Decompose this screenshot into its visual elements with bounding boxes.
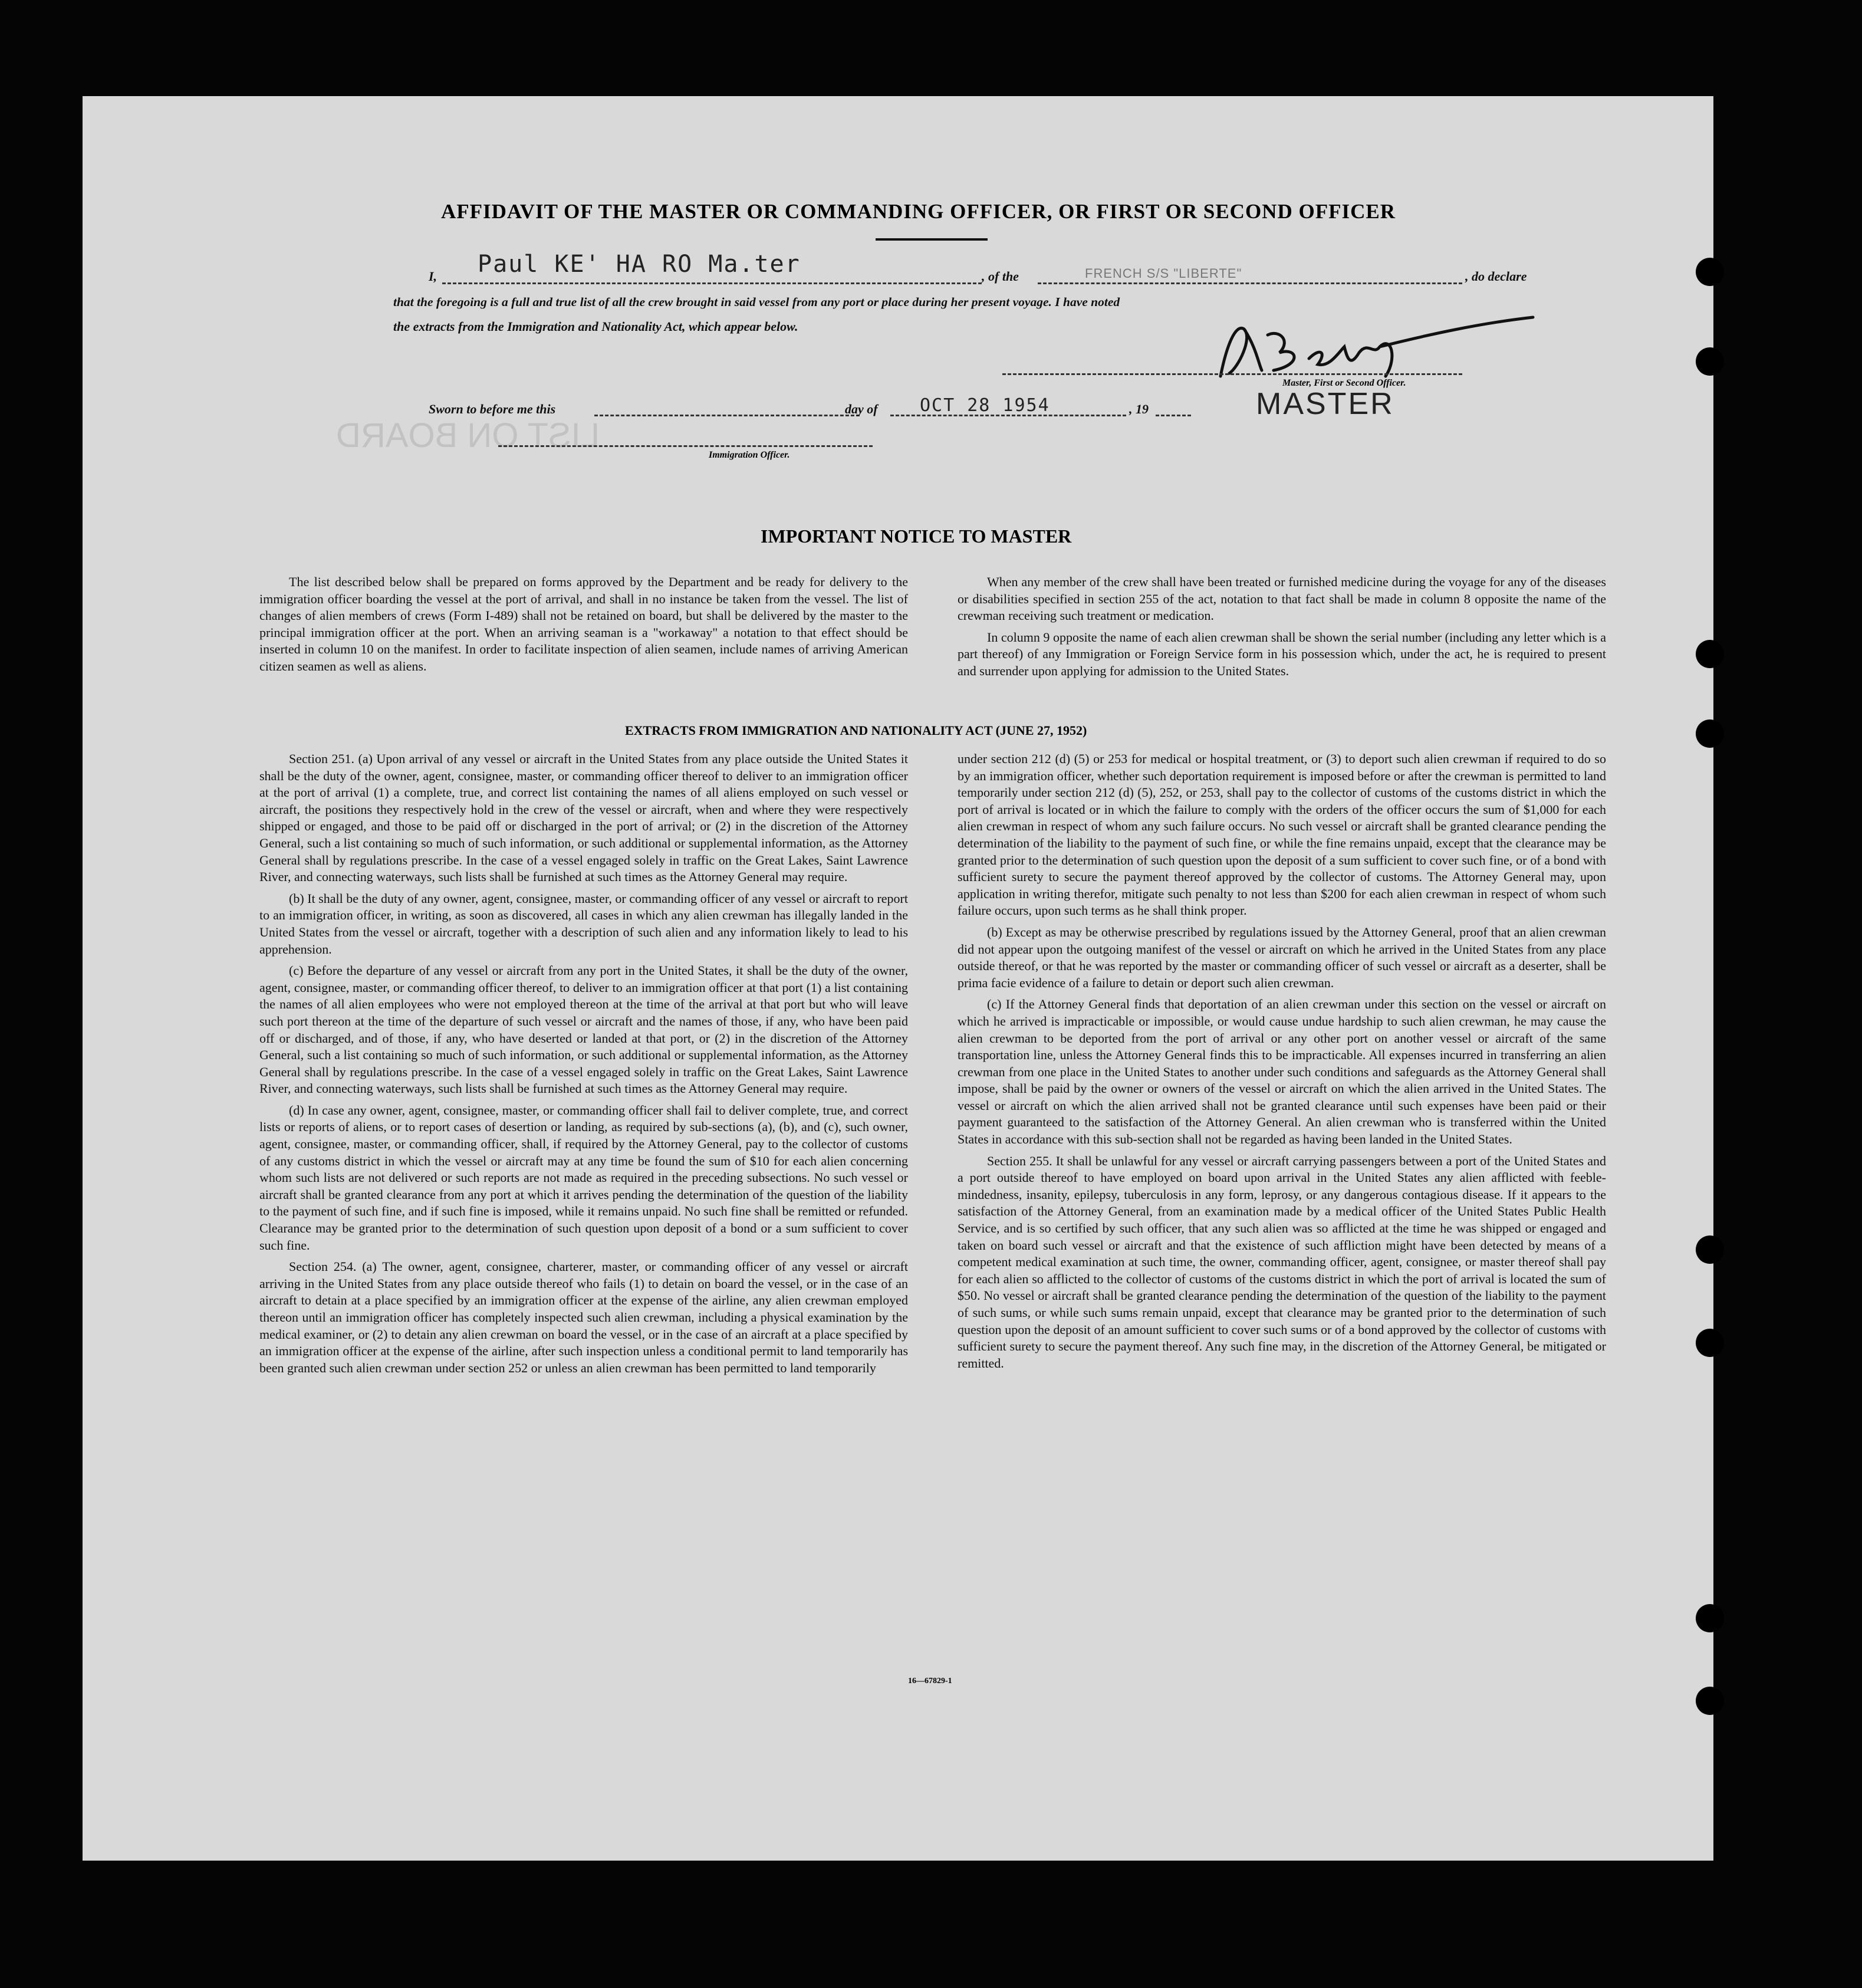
day-of-label: day of <box>845 402 878 416</box>
sworn-day-line <box>594 415 860 416</box>
declaration-line-2: the extracts from the Immigration and Nationality Act, which appear below. <box>393 319 798 334</box>
notice-title: IMPORTANT NOTICE TO MASTER <box>761 525 1072 547</box>
notice-left-column <box>259 574 908 680</box>
section-251-c: (c) Before the departure of any vessel or aircraft from any port in the United States, it shall be the duty of the owner, agent, consignee, master, or commanding officer thereof, to deliver to an immigration officer at that port (1) a list containing the names of all alien employees who were not employed thereon at the time of the arrival at that port but who will leave such port thereon at the time of the departure of such vessel or aircraft and the names of those, if any, who have been paid off or discharged, and of those, if any, who have deserted or landed at that port, or (2) in the discretion of the Attorney General, such a list containing so much of such information, or such additional or supplemental information, as the Attorney General shall by regulations prescribe. In the case of a vessel engaged solely in traffic on the Great Lakes, Saint Lawrence River, and connecting waterways, such lists shall be furnished at such times as the Attorney General may require. <box>259 963 908 1096</box>
notice-right-paragraph-2: In column 9 opposite the name of each alien crewman shall be shown the serial number (including any letter which is a part thereof) of any Immigration or Foreign Service form in his possession which, under the act, he is required to present and surrender upon applying for admission to the United States. <box>958 629 1606 678</box>
binder-hole <box>1696 719 1724 748</box>
binder-hole <box>1696 347 1724 376</box>
name-line <box>442 282 982 284</box>
do-declare-label: , do declare <box>1465 269 1527 284</box>
i-label: I, <box>429 269 437 284</box>
binder-hole <box>1696 1687 1724 1715</box>
section-254-a: Section 254. (a) The owner, agent, consignee, charterer, master, or commanding officer of any vessel or aircraft arriving in the United States from any place outside thereof who fails (1) to detain on board the vessel, or in the case of an aircraft to detain at a place specified by an immigration officer at the expense of the airline, any alien crewman employed thereon until an immigration officer has completely inspected such alien crewman, including a physical examination by the medical examiner, or (2) to detain any alien crewman on board the vessel, or in the case of an aircraft at a place specified by an immigration officer at the expense of the airline, after such inspection unless a conditional permit to land temporarily has been granted such alien crewman under section 252 or unless an alien crewman has been permitted to land temporarily <box>259 1259 908 1375</box>
document-page <box>83 96 1713 1861</box>
vessel-line <box>1038 282 1462 284</box>
binder-hole <box>1696 640 1724 668</box>
master-name-value: Paul KE' HA RO Ma.ter <box>478 251 801 278</box>
of-the-label: , of the <box>982 269 1019 284</box>
extracts-right-column <box>958 751 1606 1376</box>
title-underline <box>876 238 988 241</box>
immigration-officer-line <box>498 445 873 447</box>
affidavit-title: AFFIDAVIT OF THE MASTER OR COMMANDING OFFICER, OR FIRST OR SECOND OFFICER <box>441 200 1396 223</box>
notice-right-column <box>958 574 1606 685</box>
binder-hole <box>1696 1329 1724 1357</box>
vessel-name-value: FRENCH S/S "LIBERTE" <box>1085 266 1242 281</box>
extracts-title: EXTRACTS FROM IMMIGRATION AND NATIONALITY ACT (JUNE 27, 1952) <box>625 723 1087 738</box>
year-prefix: , 19 <box>1129 402 1149 416</box>
sworn-label: Sworn to before me this <box>429 402 556 416</box>
section-255: Section 255. It shall be unlawful for any vessel or aircraft carrying passengers between a port of the United States and a port outside thereof to have employed on board upon arrival in the United States any alien afflicted with feeble-mindedness, insanity, epilepsy, tuberculosis in any form, leprosy, or any dangerous contagious disease. If it appears to the satisfaction of the Attorney General, from an examination made by a medical officer of the United States Public Health Service, and is so certified by such officer, that any such alien was so afflicted at the time he was shipped or engaged and taken on board such vessel or aircraft and that the existence of such affliction might have been detected by means of a competent medical examination at such time, the owner, commanding officer, agent, consignee, or master thereof shall pay for each alien so afflicted to the collector of customs of the customs district in which the port of arrival is located the sum of $50. No vessel or aircraft shall be granted clearance pending the determination of the question of the liability to the payment of such sums, or while such sums remain unpaid, except that clearance may be granted prior to the determination of such question upon the deposit of an amount sufficient to cover such sums or of a bond approved by the collector of customs with sufficient surety to secure the payment thereof. Any such fine may, in the discretion of the Attorney General, be mitigated or remitted. <box>958 1153 1606 1371</box>
section-251-b: (b) It shall be the duty of any owner, agent, consignee, master, or commanding officer of any vessel or aircraft to report to an immigration officer, in writing, as soon as discovered, all cases in which any alien crewman has illegally landed in the United States from the vessel or aircraft, together with a description of such alien and any information likely to lead to his apprehension. <box>259 891 908 957</box>
section-251-d: (d) In case any owner, agent, consignee, master, or commanding officer shall fail to deliver complete, true, and correct lists or reports of aliens, or to report cases of desertion or landing, as required by sub-sections (a), (b), and (c), such owner, agent, consignee, master, or commanding officer, shall, if required by the Attorney General, pay to the collector of customs of any customs district in which the vessel or aircraft may at any time be found the sum of $10 for each alien concerning whom such lists are not delivered or such reports are not made as required in the preceding subsections. No such vessel or aircraft shall be granted clearance from any port at which it arrives pending the determination of the question of the liability to the payment of such fine, and if such fine is imposed, while it remains unpaid. No such fine shall be remitted or refunded. Clearance may be granted prior to the determination of such question upon deposit of a bond or a sum sufficient to cover such fine. <box>259 1102 908 1253</box>
notice-left-paragraph: The list described below shall be prepared on forms approved by the Department and be ready for delivery to the immigration officer boarding the vessel at the port of arrival, and shall in no instance be taken from the vessel. The list of changes of alien members of crews (Form I-489) shall not be retained on board, but shall be delivered by the master to the principal immigration officer at the port. When an arriving seaman is a "workaway" a notation to that effect should be inserted in column 10 on the manifest. In order to facilitate inspection of alien seamen, include names of arriving American citizen seamen as well as aliens. <box>259 574 908 673</box>
section-251-a: Section 251. (a) Upon arrival of any vessel or aircraft in the United States from any place outside the United States it shall be the duty of the owner, agent, consignee, master, or commanding officer thereof to deliver to an immigration officer at the port of arrival (1) a complete, true, and correct list containing the names of all aliens employed on such vessel or aircraft, the positions they respectively hold in the crew of the vessel or aircraft, when and where they were respectively shipped or engaged, and those to be paid off or discharged in the port of arrival; or (2) in the discretion of the Attorney General, such a list containing so much of such information, or such additional or supplemental information, as the Attorney General shall by regulations prescribe. In the case of a vessel engaged solely in traffic on the Great Lakes, Saint Lawrence River, and connecting waterways, such lists shall be furnished at such times as the Attorney General may require. <box>259 751 908 885</box>
signature-line <box>1002 373 1462 375</box>
binder-hole <box>1696 258 1724 286</box>
extracts-left-column <box>259 751 908 1381</box>
bleed-through-text: LIST ON BOARD <box>336 416 600 455</box>
form-number: 16—67829-1 <box>908 1677 952 1685</box>
binder-hole <box>1696 1604 1724 1632</box>
section-254-a-continued: under section 212 (d) (5) or 253 for medical or hospital treatment, or (3) to deport such alien crewman if required to do so by an immigration officer, whether such deportation requirement is imposed before or after the crewman is permitted to land temporarily under section 212 (d) (5), 252, or 253, shall pay to the collector of customs of the customs district in which the port of arrival is located or in which the failure to comply with the orders of the officer occurs the sum of $1,000 for each alien crewman in respect of whom any such failure occurs. No such vessel or aircraft shall be granted clearance pending the determination of the liability to the payment of such fine, or while the fine remains unpaid, except that the clearance may be granted prior to the determination of such question upon the deposit of a sum sufficient to cover such fine, or of a bond with sufficient surety to secure the payment thereof approved by the collector of customs. The Attorney General may, upon application in writing therefor, mitigate such penalty to not less than $200 for each alien crewman in respect of whom such failure occurs, upon such terms as he shall think proper. <box>958 751 1606 918</box>
immigration-officer-caption: Immigration Officer. <box>709 450 790 460</box>
section-254-b: (b) Except as may be otherwise prescribed by regulations issued by the Attorney General, proof that an alien crewman did not appear upon the outgoing manifest of the vessel or aircraft on which he arrived in the United States from any place outside thereof, or that he was reported by the master or commanding officer of such vessel or aircraft as a deserter, shall be prima facie evidence of a failure to detain or deport such alien crewman. <box>958 924 1606 990</box>
section-254-c: (c) If the Attorney General finds that deportation of an alien crewman under this section on the vessel or aircraft on which he arrived is impracticable or impossible, or would cause undue hardship to such alien crewman, he may cause the alien crewman to be deported from the port of arrival or any other port on another vessel or aircraft of the same transportation line, unless the Attorney General finds this to be impracticable. All expenses incurred in transferring an alien crewman from one place in the United States to another under such conditions and safeguards as the Attorney General shall impose, shall be paid by the owner or owners of the vessel or aircraft on which the alien arrived in the United States. The vessel or aircraft on which the alien arrived shall not be granted clearance until such expenses have been paid or their payment guaranteed to the satisfaction of the Attorney General. An alien crewman who is transferred within the United States in accordance with this sub-section shall not be regarded as having been landed in the United States. <box>958 997 1606 1147</box>
notice-right-paragraph-1: When any member of the crew shall have been treated or furnished medicine during the voyage for any of the diseases or disabilities specified in section 255 of the act, notation to that fact shall be made in column 8 opposite the name of the crewman receiving such treatment or medication. <box>958 574 1606 623</box>
officer-caption: Master, First or Second Officer. <box>1282 378 1406 388</box>
sworn-date-value: OCT 28 1954 <box>920 395 1050 416</box>
master-stamp: MASTER <box>1256 387 1394 421</box>
year-line <box>1156 415 1191 416</box>
binder-hole <box>1696 1235 1724 1264</box>
master-signature <box>1203 311 1545 388</box>
declaration-line-1: that the foregoing is a full and true list of all the crew brought in said vessel from any port or place during her present voyage. I have noted <box>393 295 1120 309</box>
